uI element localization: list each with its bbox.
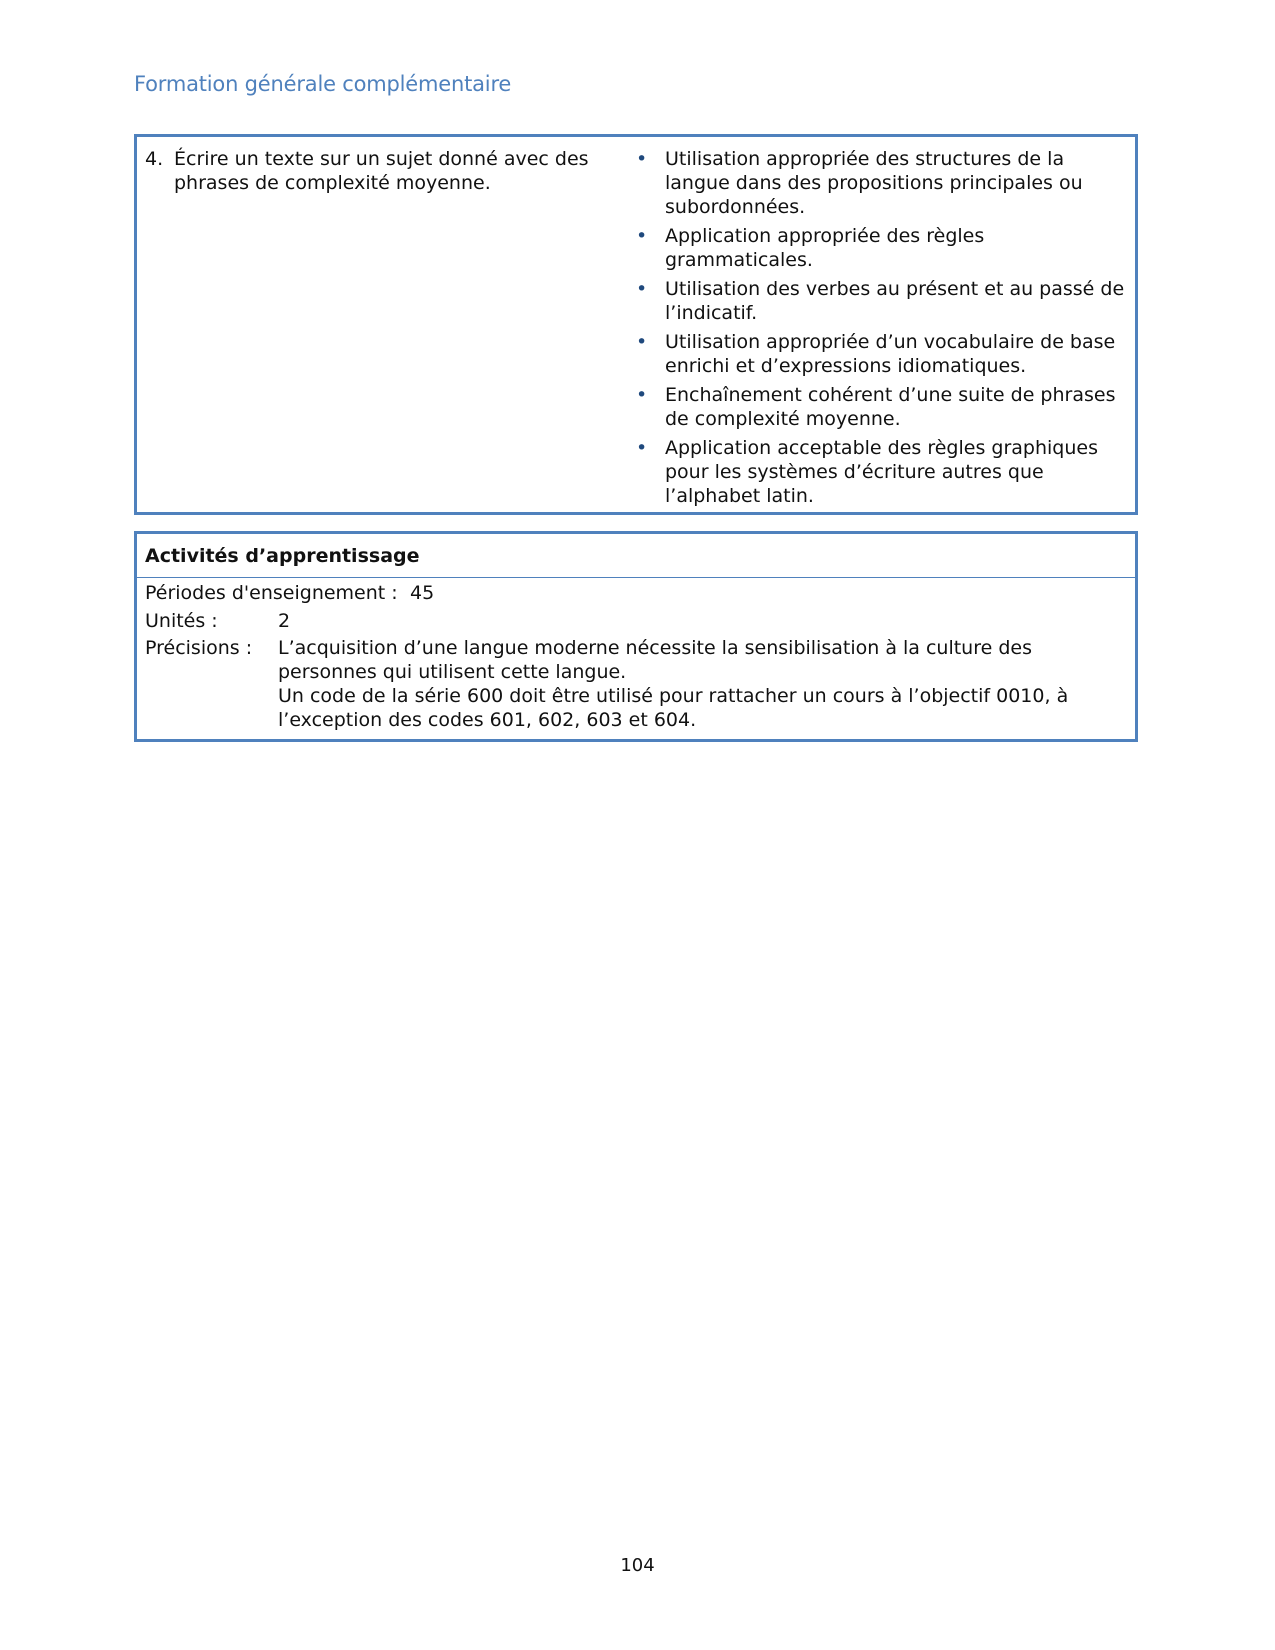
bullet-icon: • bbox=[636, 278, 648, 300]
criteria-list bbox=[636, 147, 1126, 513]
list-item bbox=[636, 436, 1126, 508]
precision-paragraph: L’acquisition d’une langue moderne nécessite la sensibilisation à la culture des personnes qui utilisent cette langue. bbox=[278, 637, 1032, 683]
criterion-text: Utilisation des verbes au présent et au passé de l’indicatif. bbox=[665, 278, 1125, 324]
units-label: Unités : bbox=[145, 610, 218, 632]
activities-title: Activités d’apprentissage bbox=[137, 534, 1135, 578]
units-value: 2 bbox=[278, 610, 291, 632]
periods-value: 45 bbox=[410, 582, 435, 604]
precisions-label: Précisions : bbox=[145, 637, 253, 659]
precision-paragraph: Un code de la série 600 doit être utilisé pour rattacher un cours à l’objectif 0010, à l’exception des codes 601, 602, 603 et 604. bbox=[278, 685, 1069, 731]
page-header-title: Formation générale complémentaire bbox=[134, 72, 512, 96]
bullet-icon: • bbox=[636, 148, 648, 170]
objective-statement bbox=[145, 147, 595, 195]
bullet-icon: • bbox=[636, 437, 648, 459]
criterion-text: Utilisation appropriée des structures de la langue dans des propositions principales ou subordonnées. bbox=[665, 148, 1083, 218]
list-item bbox=[636, 224, 1126, 272]
bullet-icon: • bbox=[636, 331, 648, 353]
criterion-text: Utilisation appropriée d’un vocabulaire de base enrichi et d’expressions idiomatiques. bbox=[665, 331, 1116, 377]
page-number: 104 bbox=[620, 1555, 655, 1576]
bullet-icon: • bbox=[636, 384, 648, 406]
objective-box bbox=[134, 134, 1138, 515]
list-item bbox=[636, 383, 1126, 431]
criterion-text: Application appropriée des règles grammaticales. bbox=[665, 225, 985, 271]
bullet-icon: • bbox=[636, 225, 648, 247]
periods-label: Périodes d'enseignement : bbox=[145, 582, 398, 604]
precisions-text bbox=[278, 636, 1128, 732]
objective-text: Écrire un texte sur un sujet donné avec des phrases de complexité moyenne. bbox=[174, 148, 589, 194]
objective-number: 4. bbox=[145, 148, 164, 170]
list-item bbox=[636, 147, 1126, 219]
criterion-text: Application acceptable des règles graphiques pour les systèmes d’écriture autres que l’alphabet latin. bbox=[665, 437, 1098, 507]
criterion-text: Enchaînement cohérent d’une suite de phrases de complexité moyenne. bbox=[665, 384, 1116, 430]
list-item bbox=[636, 330, 1126, 378]
activities-box bbox=[134, 531, 1138, 742]
list-item bbox=[636, 277, 1126, 325]
